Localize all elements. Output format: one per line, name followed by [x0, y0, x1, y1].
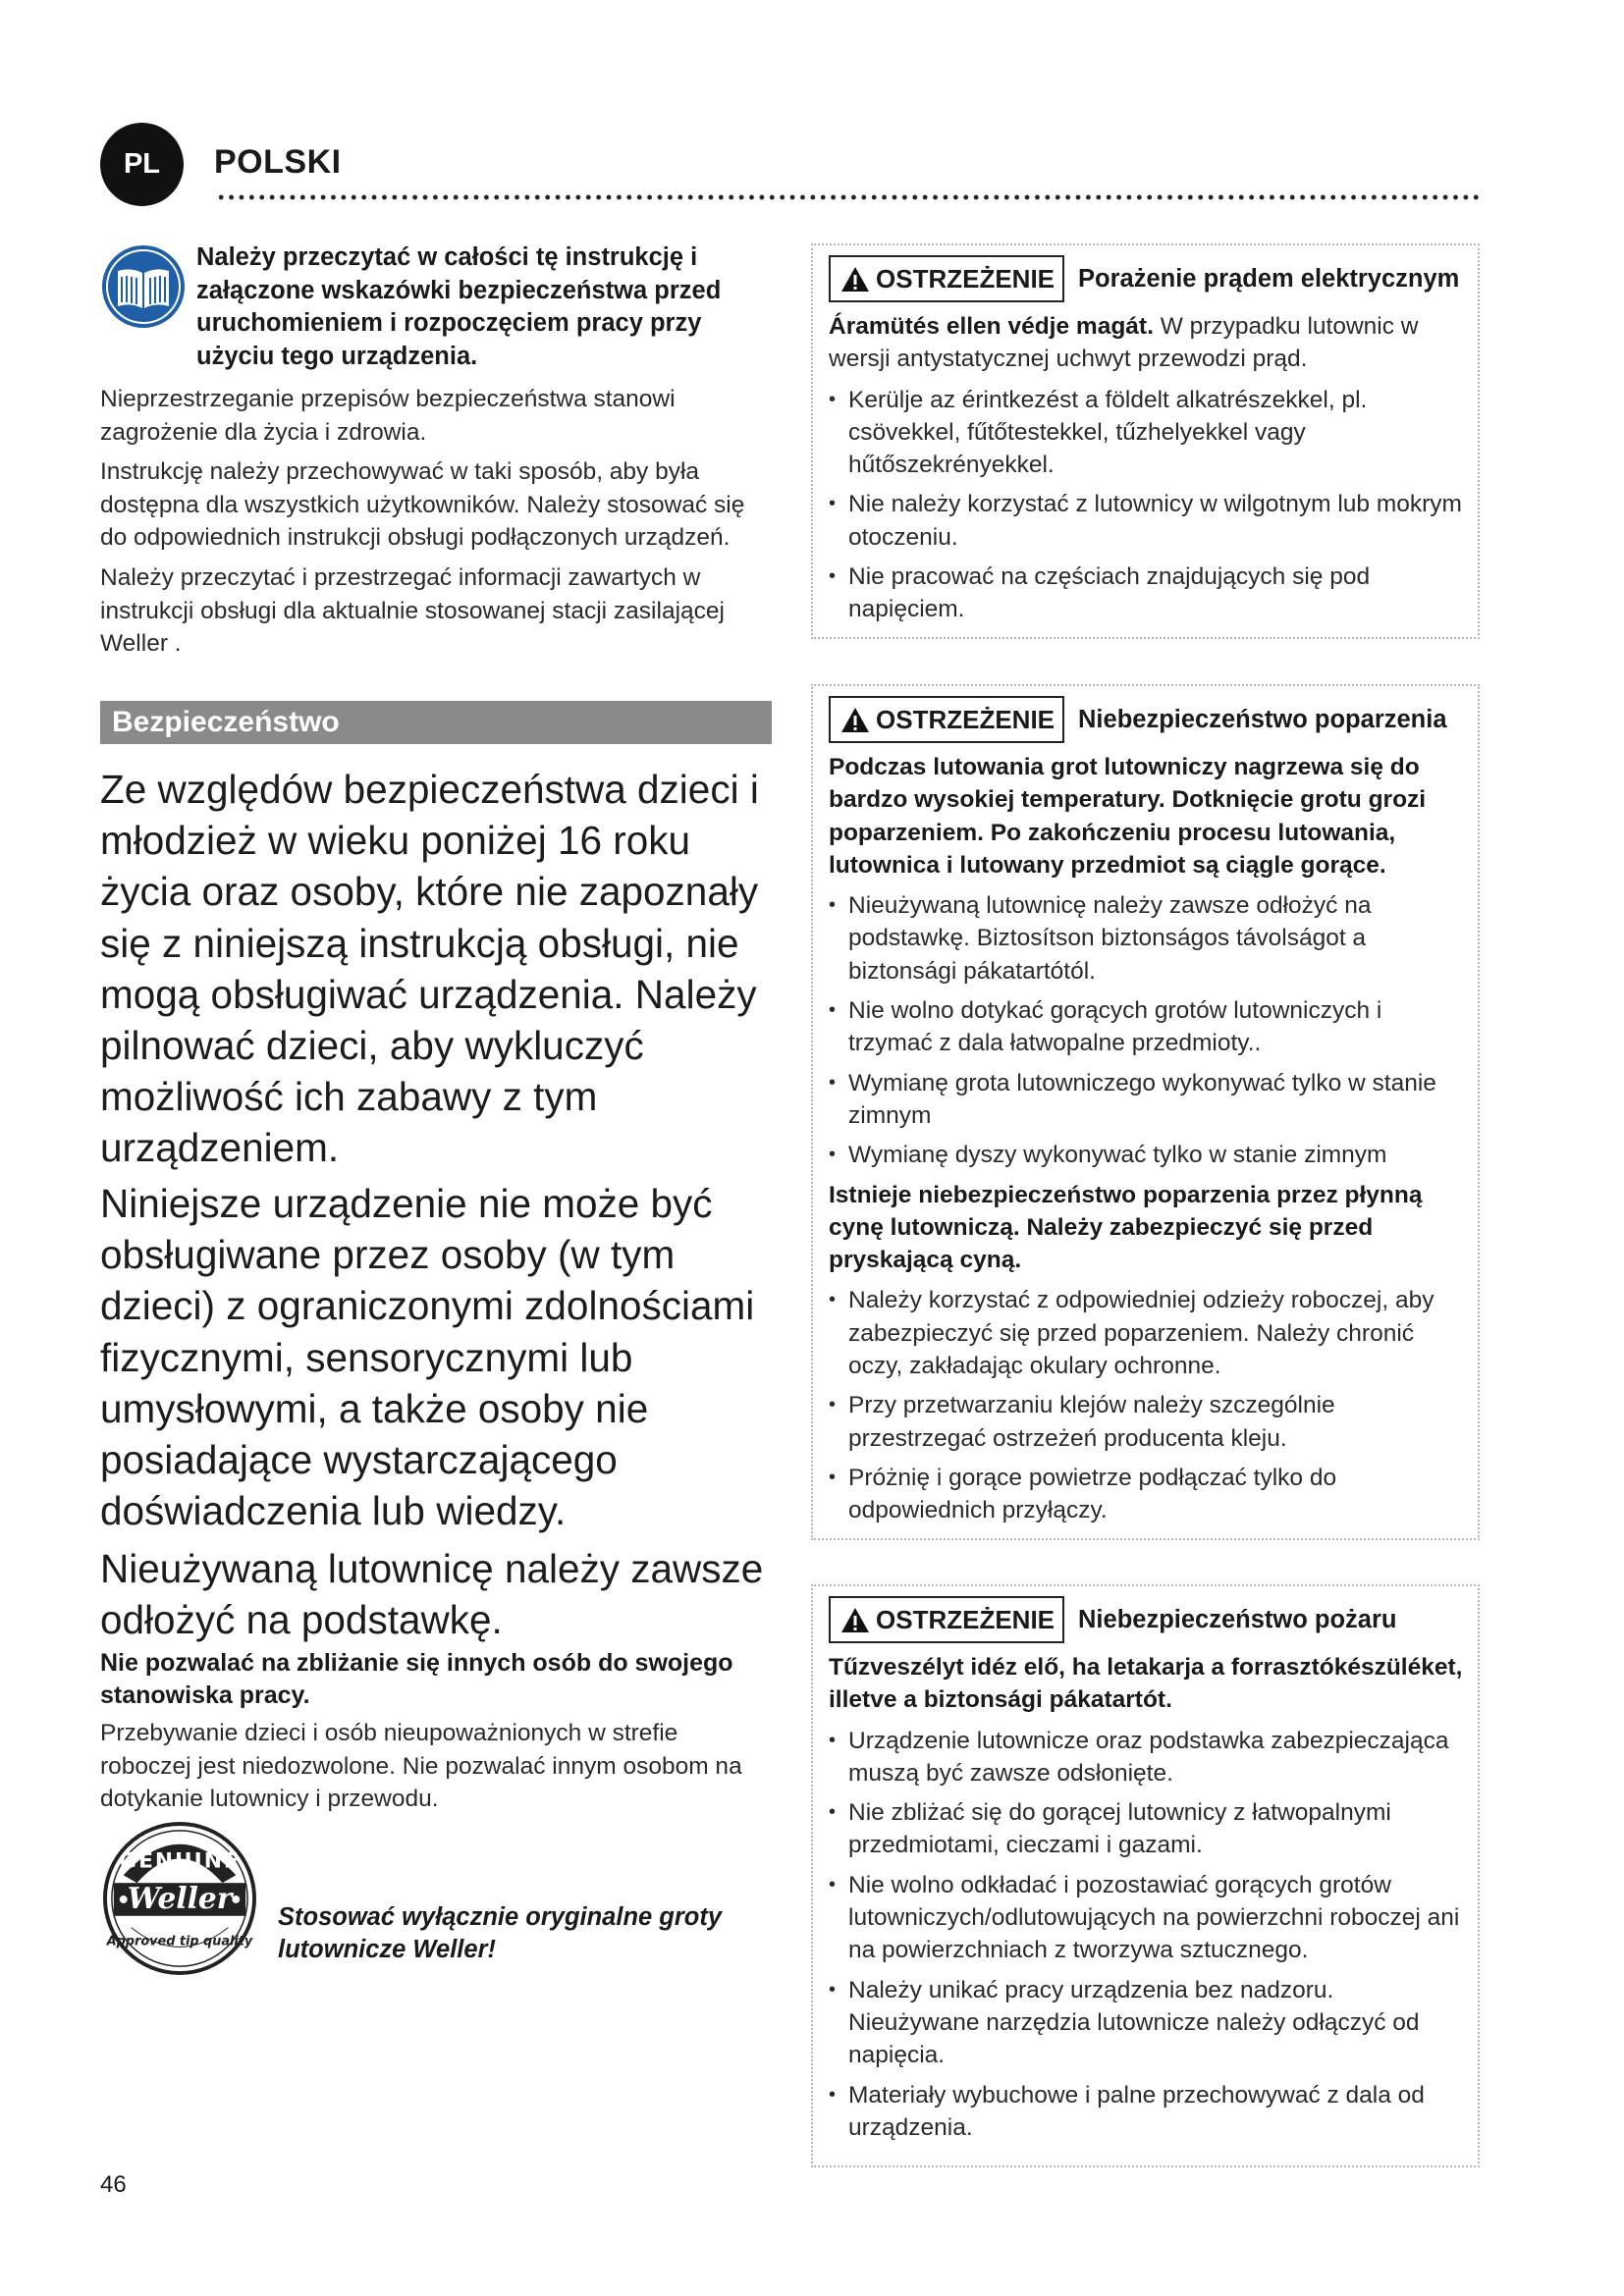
section-heading-bar	[100, 701, 772, 744]
workspace-warning-text: Przebywanie dzieci i osób nieupoważnionych w strefie roboczej jest niedozwolone. Nie pozwalać innym osobom na dotykanie lutownicy i przewodu.	[100, 1720, 742, 1812]
warning-box-electric-shock	[811, 243, 1480, 639]
warning-tag: OSTRZEŻENIE	[829, 696, 1064, 743]
intro-bold-text: Należy przeczytać w całości tę instrukcję i załączone wskazówki bezpieczeństwa przed uruchomieniem i rozpoczęciem pracy przy użyciu tego urządzenia.	[196, 243, 722, 370]
safety-statement-2: Niniejsze urządzenie nie może być obsługiwane przez osoby (w tym dzieci) z ograniczonymi zdolnościami fizycznymi, sensorycznymi lub umysłowymi, a także osoby nie posiadające wystarczającego doświadczenia lub wiedzy.	[100, 1181, 755, 1534]
intro-paragraph-2: Instrukcję należy przechowywać w taki sposób, aby była dostępna dla wszystkich użytkowników. Należy stosować się do odpowiednich instrukcji obsługi podłączonych urządzeń.	[100, 458, 745, 551]
svg-text:Weller: Weller	[127, 1880, 233, 1915]
warning-title: Niebezpieczeństwo pożaru	[1078, 1605, 1397, 1633]
workspace-warning-bold: Nie pozwalać na zbliżanie się innych osób do swojego stanowiska pracy.	[100, 1649, 733, 1709]
language-title: POLSKI	[214, 143, 342, 181]
list-item: • Należy unikać pracy urządzenia bez nadzoru. Nieużywane narzędzia lutownicze należy odłączyć od napięcia.	[829, 1974, 1467, 2072]
warning-triangle-icon	[840, 1607, 870, 1633]
list-item: • Nie pracować na częściach znajdujących się pod napięciem.	[829, 561, 1467, 626]
warning-intro: Tűzveszélyt idéz elő, ha letakarja a forrasztókészüléket, illetve a biztonsági pákatartót.	[829, 1654, 1463, 1714]
intro-paragraph-1: Nieprzestrzeganie przepisów bezpieczeństwa stanowi zagrożenie dla życia i zdrowia.	[100, 386, 676, 446]
warning-title: Niebezpieczeństwo poparzenia	[1078, 705, 1447, 733]
genuine-tips-note: Stosować wyłącznie oryginalne groty lutownicze Weller!	[278, 1903, 723, 1963]
svg-text:GENUINE: GENUINE	[119, 1848, 241, 1874]
warning-mid-bold: Istnieje niebezpieczeństwo poparzenia przez płynną cynę lutowniczą. Należy zabezpieczyć się przed pryskającą cyną.	[829, 1181, 1423, 1274]
list-item: • Materiały wybuchowe i palne przechowywać z dala od urządzenia.	[829, 2079, 1467, 2145]
warning-intro: Áramütés ellen védje magát. W przypadku lutownic w wersji antystatycznej uchwyt przewodzi prąd.	[829, 313, 1419, 373]
svg-text:Approved tip quality: Approved tip quality	[106, 1934, 253, 1949]
language-badge	[100, 123, 184, 206]
warning-box-burn	[811, 684, 1480, 1540]
intro-paragraph-3: Należy przeczytać i przestrzegać informacji zawartych w instrukcji obsługi dla aktualnie stosowanej stacji zasilającej Weller .	[100, 564, 725, 657]
list-item: • Nie wolno odkładać i pozostawiać gorących grotów lutowniczych/odlutowujących na powierzchni roboczej ani na powierzchniach z tworzywa sztucznego.	[829, 1869, 1467, 1967]
genuine-weller-seal-icon	[102, 1821, 257, 1976]
list-item: • Próżnię i gorące powietrze podłączać tylko do odpowiednich przyłączy.	[829, 1462, 1467, 1527]
list-item: • Wymianę dyszy wykonywać tylko w stanie zimnym	[829, 1139, 1467, 1171]
list-item: • Nieużywaną lutownicę należy zawsze odłożyć na podstawkę. Biztosítson biztonságos távolságot a biztonsági pákatartótól.	[829, 889, 1467, 988]
list-item: • Nie wolno dotykać gorących grotów lutowniczych i trzymać z dala łatwopalne przedmioty..	[829, 994, 1467, 1060]
list-item: • Przy przetwarzaniu klejów należy szczególnie przestrzegać ostrzeżeń producenta kleju.	[829, 1389, 1467, 1455]
warning-triangle-icon	[840, 707, 870, 733]
section-heading: Bezpieczeństwo	[112, 706, 340, 738]
safety-statement-1: Ze względów bezpieczeństwa dzieci i młodzież w wieku poniżej 16 roku życia oraz osoby, które nie zapoznały się z niniejszą instrukcją obsługi, nie mogą obsługiwać urządzenia. Należy pilnować dzieci, aby wykluczyć możliwość ich zabawy z tym urządzeniem.	[100, 767, 759, 1171]
warning-tag: OSTRZEŻENIE	[829, 255, 1064, 302]
list-item: • Wymianę grota lutowniczego wykonywać tylko w stanie zimnym	[829, 1067, 1467, 1133]
read-manual-icon	[100, 243, 187, 330]
safety-statement-3: Nieużywaną lutownicę należy zawsze odłożyć na podstawkę.	[100, 1546, 764, 1643]
list-item: • Kerülje az érintkezést a földelt alkatrészekkel, pl. csövekkel, fűtőtestekkel, tűzhelyekkel vagy hűtőszekrényekkel.	[829, 384, 1467, 482]
list-item: • Nie należy korzystać z lutownicy w wilgotnym lub mokrym otoczeniu.	[829, 488, 1467, 554]
warning-intro: Podczas lutowania grot lutowniczy nagrzewa się do bardzo wysokiej temperatury. Dotknięcie grotu grozi poparzeniem. Po zakończeniu procesu lutowania, lutownica i lutowany przedmiot są ciągle gorące.	[829, 754, 1427, 879]
dotted-divider	[216, 193, 1483, 201]
page-number: 46	[100, 2171, 127, 2198]
list-item: • Nie zbliżać się do gorącej lutownicy z łatwopalnymi przedmiotami, cieczami i gazami.	[829, 1796, 1467, 1862]
warning-title: Porażenie prądem elektrycznym	[1078, 264, 1460, 293]
list-item: • Urządzenie lutownicze oraz podstawka zabezpieczająca muszą być zawsze odsłonięte.	[829, 1725, 1467, 1790]
warning-triangle-icon	[840, 266, 870, 293]
list-item: • Należy korzystać z odpowiedniej odzieży roboczej, aby zabezpieczyć się przed poparzeniem. Należy chronić oczy, zakładając okulary ochronne.	[829, 1284, 1467, 1382]
language-code: PL	[123, 148, 161, 180]
warning-box-fire	[811, 1584, 1480, 2167]
warning-tag: OSTRZEŻENIE	[829, 1596, 1064, 1643]
